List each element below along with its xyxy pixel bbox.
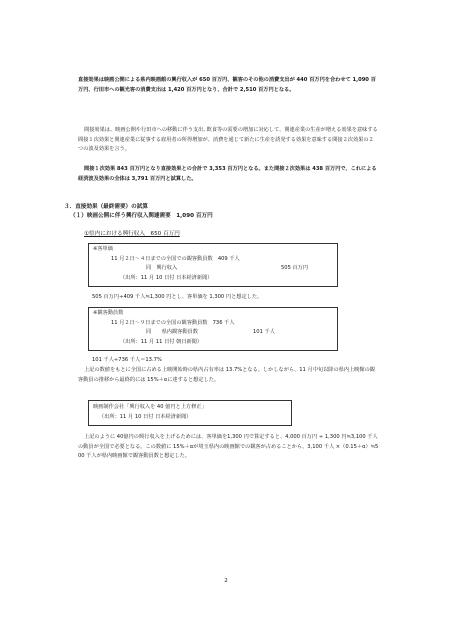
paragraph-indirect-effect: 間接効果は、映画公開や行田市への移動に伴う支出, 飲食等の需要の増加に対応して、関連産業の生産が増える効果を意味する間接１次効果と関連産業に従事する雇用者の所得増加が、消費を通じて新たに生産を誘発する効果を意味する間接２次効果の２つの波及効果を言う。 xyxy=(78,127,378,152)
box-box-office-line1: 映画制作会社「興行収入を 40 億円と上方修正」 xyxy=(93,404,207,410)
box-attendance-row1: 11 月２日～９日までの全国の観客動員数 736 千人 xyxy=(111,320,235,326)
box-attendance-row2-value: 101 千人 xyxy=(253,329,275,335)
paragraph-share-assumption: 上記の数値をもとに全国に占める上映開始時の県内占有率は 13.7%となる。しかしながら、11 月中旬以降の県内上映館の観客動員の推移から最終的には 15%＋αに達すると想定した。 xyxy=(78,367,375,383)
page-number: 2 xyxy=(224,578,228,584)
paragraph-indirect-totals: 間接１次効果 843 百万円となり直接効果との合計で 3,353 百万円となる。また間接２次効果は 438 百万円で、これによる経済波及効果の全体は 3,791 百万円と試算した。 xyxy=(78,166,377,182)
box-box-office-line2: （出所：11 月 10 日付 日本経済新聞） xyxy=(99,414,192,420)
paragraph-direct-effect xyxy=(78,76,378,95)
box-attendance-source: （出所：11 月 11 日付 朝日新聞） xyxy=(120,339,203,345)
box-unit-price-row1: 11 月２日～４日までの全国での観客動員数 409 千人 xyxy=(111,256,240,262)
box-unit-price-row2-label: 同 興行収入 xyxy=(146,265,178,271)
calc-unit-price: 505 百万円÷409 千人≒1,300 円とし、客単価を 1,300 円と想定した。 xyxy=(92,294,263,300)
box-attendance-title: ※観客動員数 xyxy=(93,310,124,316)
box-unit-price-source: （出所：11 月 10 日付 日本経済新聞） xyxy=(120,275,213,281)
item-heading: ①県内における興行収入 650 百万円 xyxy=(84,231,180,237)
paragraph-direct-effect-text: 直接効果は映画公開による県内映画館の興行収入が 650 百万円、観客のその他の消費支出が 440 百万円を合わせて 1,090 百万円、行田市への観光客の消費支出は 1,420 百万円となり、合計で 2,510 百万円となる。 xyxy=(78,77,376,93)
box-attendance xyxy=(88,307,338,351)
sub-heading: （１）映画公開に伴う興行収入関連需要 1,090 百万円 xyxy=(70,213,213,219)
calc-share: 101 千人÷736 千人＝13.7% xyxy=(92,357,162,363)
section-heading: ３．直接効果（最終需要）の試算 xyxy=(64,204,148,210)
box-unit-price-row2-value: 505 百万円 xyxy=(281,265,309,271)
box-attendance-row2-label: 同 県内観客動員数 xyxy=(146,329,198,335)
box-unit-price xyxy=(88,243,338,287)
paragraph-attendance-estimate: 上記のように 40億円の興行収入を上げるためには、客単価を1,300 円で算定すると、4,000 百万円 ÷ 1,300 円≒3,100 千人の動員が全国で必要となる。この数値に 15%＋αが埼玉県内の映画館での観客が占めることから、3,100 千人 ×（0.15＋α）≒500 千人が県内映画館で観客動員数と想定した。 xyxy=(78,434,379,459)
box-unit-price-title: ※客単価 xyxy=(93,246,113,252)
box-box-office xyxy=(88,400,292,426)
